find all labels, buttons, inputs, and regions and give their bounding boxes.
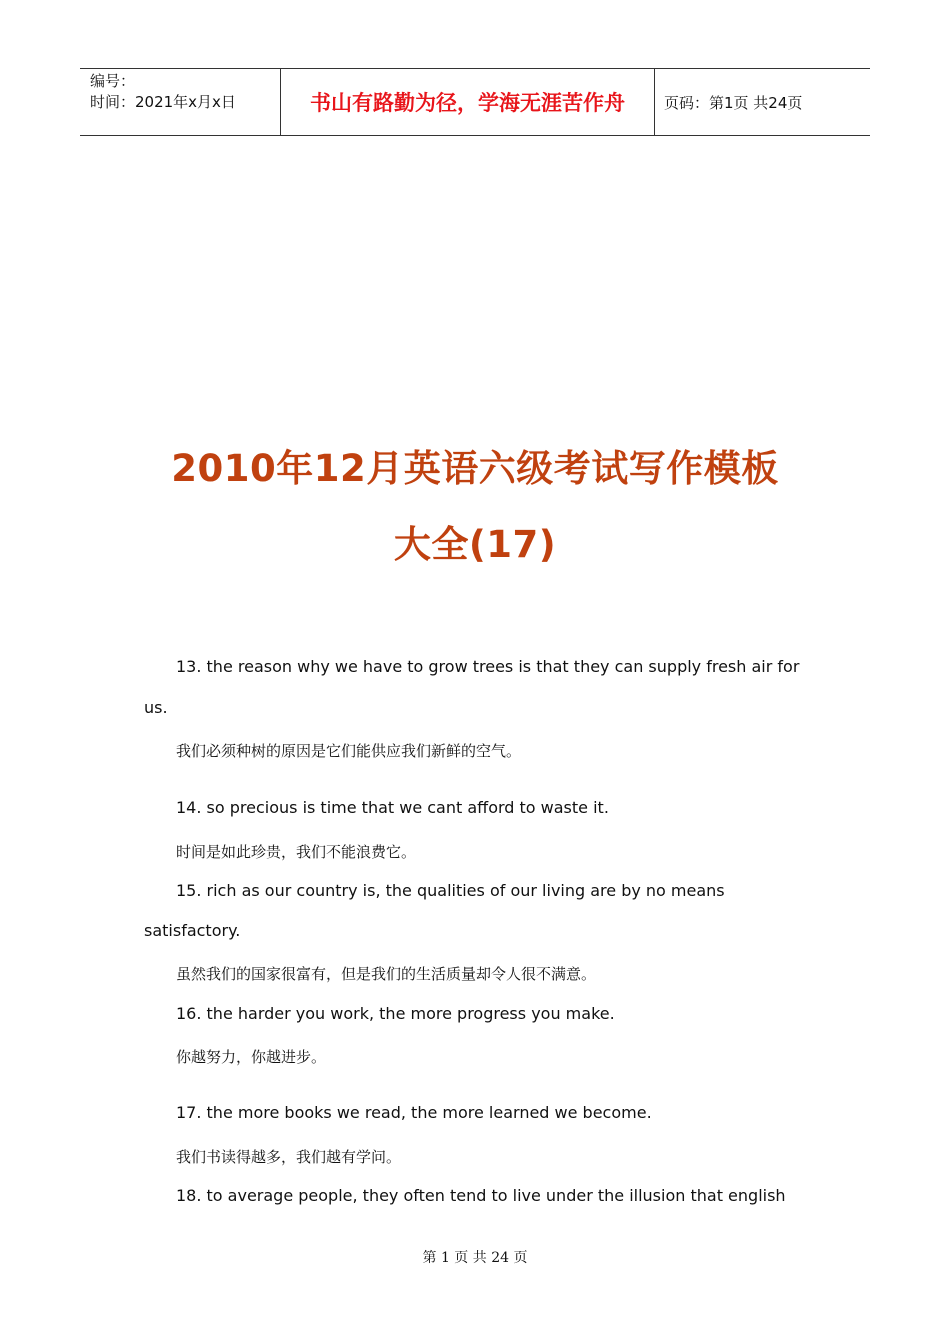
paragraph-14-zh: 时间是如此珍贵，我们不能浪费它。 xyxy=(176,843,417,861)
paragraph-15-en: 15. rich as our country is, the qualities of our living are by no means xyxy=(176,881,725,900)
paragraph-14-en: 14. so precious is time that we cant afford to waste it. xyxy=(176,798,609,817)
header-meta-cell xyxy=(80,69,281,135)
paragraph-13-zh: 我们必须种树的原因是它们能供应我们新鲜的空气。 xyxy=(176,742,522,760)
paragraph-18-en: 18. to average people, they often tend to live under the illusion that english xyxy=(176,1186,786,1205)
header-motto: 书山有路勤为径，学海无涯苦作舟 xyxy=(281,69,655,135)
paragraph-16-zh: 你越努力，你越进步。 xyxy=(176,1048,327,1066)
header-number-label: 编号： xyxy=(90,72,136,90)
paragraph-17-zh: 我们书读得越多，我们越有学问。 xyxy=(176,1148,402,1166)
header-page-label: 页码：第1页 共24页 xyxy=(664,93,803,112)
paragraph-17-en: 17. the more books we read, the more learned we become. xyxy=(176,1103,652,1122)
paragraph-13-en: 13. the reason why we have to grow trees is that they can supply fresh air for xyxy=(176,657,800,676)
document-title-line2: 大全(17) xyxy=(393,523,557,566)
page-footer: 第 1 页 共 24 页 xyxy=(422,1250,528,1266)
document-header xyxy=(80,68,870,136)
paragraph-15-zh: 虽然我们的国家很富有，但是我们的生活质量却令人很不满意。 xyxy=(176,965,597,983)
paragraph-13-en-cont: us. xyxy=(144,698,168,717)
paragraph-16-en: 16. the harder you work, the more progress you make. xyxy=(176,1004,615,1023)
paragraph-15-en-cont: satisfactory. xyxy=(144,921,241,940)
header-time-label: 时间：2021年x月x日 xyxy=(90,93,236,111)
document-title-line1: 2010年12月英语六级考试写作模板 xyxy=(171,447,779,490)
